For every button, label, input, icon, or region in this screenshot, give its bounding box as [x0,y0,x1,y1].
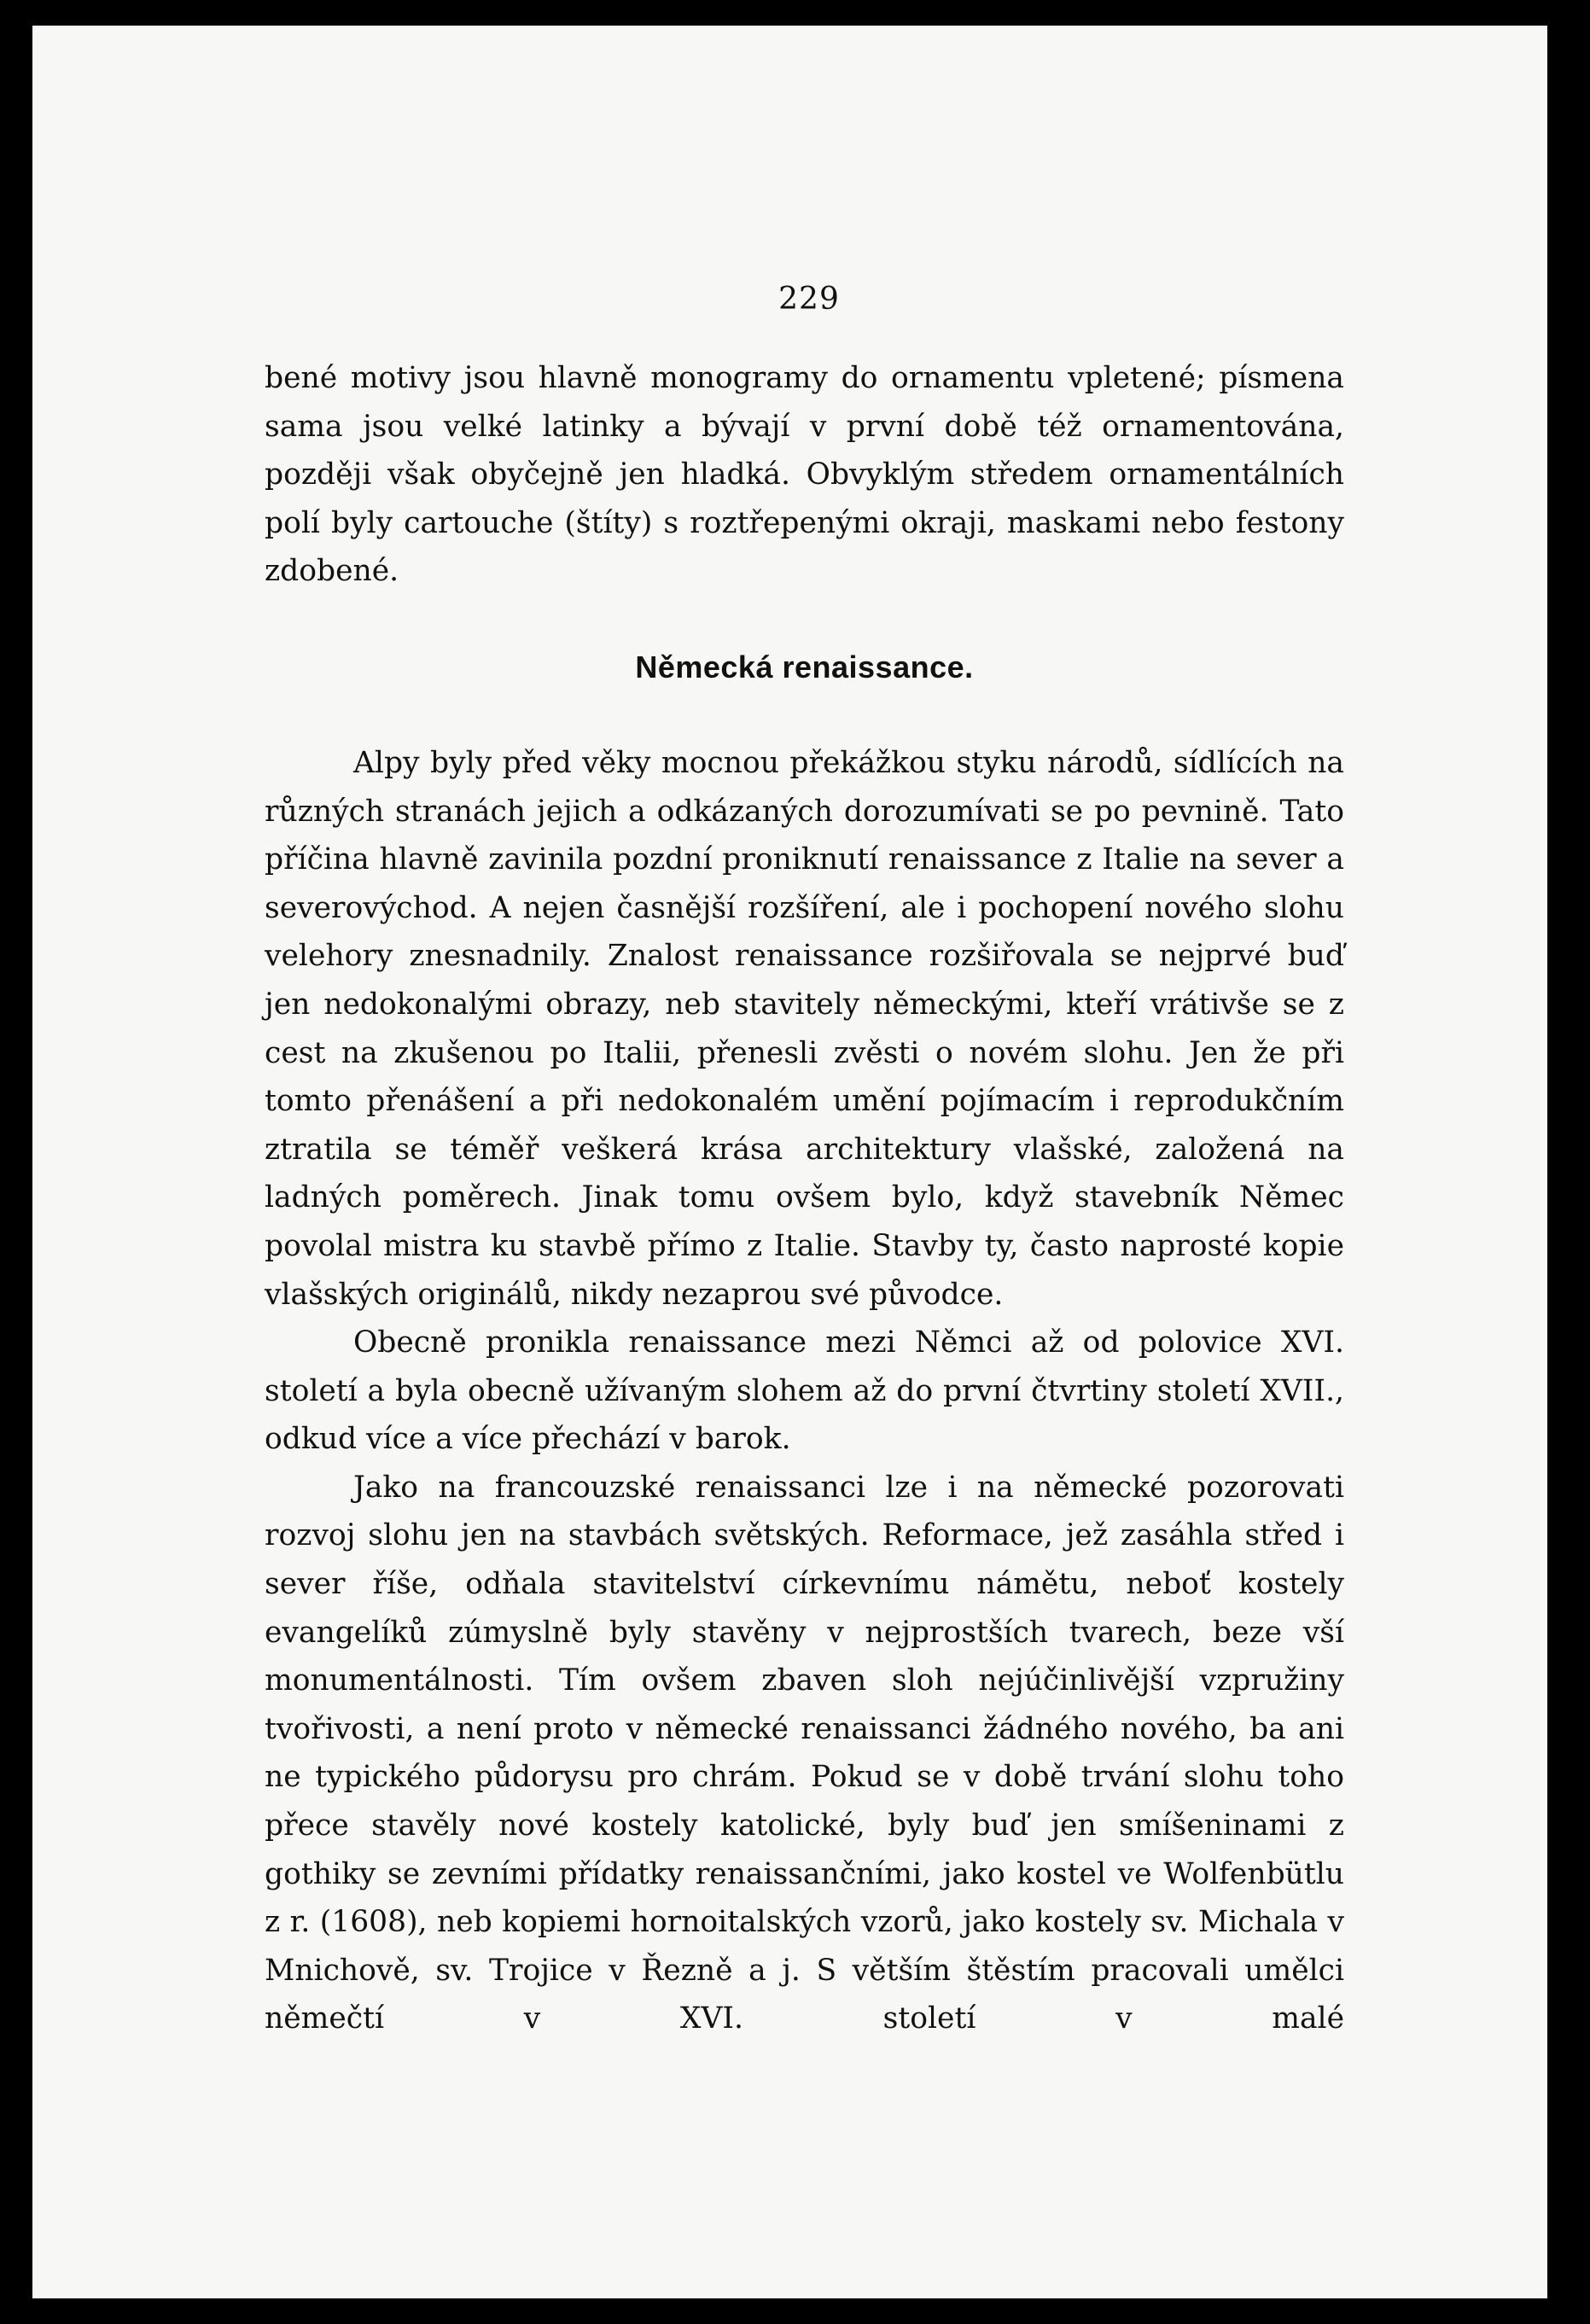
paragraph-reformation: Jako na francouzské renaissanci lze i na německé pozorovati rozvoj slohu jen na stavbách světských. Reformace, jež zasáhla střed i sever říše, odňala stavitelství církevnímu námětu, neboť kostely evangelíků zúmyslně byly stavěny v nejprostších tvarech, beze vší monumentálnosti. Tím ovšem zbaven sloh nejúčinlivější vzpružiny tvořivosti, a není proto v německé renaissanci žádného nového, ba ani ne typického půdorysu pro chrám. Pokud se v době trvání slohu toho přece stavěly nové kostely katolické, byly buď jen smíšeninami z gothiky se zevními přídatky renaissančními, jako kostel ve Wolfenbütlu z r. (1608), neb kopiemi hornoitalských vzorů, jako kostely sv. Michala v Mnichově, sv. Trojice v Řezně a j. S větším štěstím pracovali umělci němečtí v XVI. století v malé [265,1470,1344,2036]
body-text [265,354,1344,2043]
page-number: 229 [778,282,840,317]
paragraph-alps: Alpy byly před věky mocnou překážkou styku národů, sídlících na různých stranách jejich a odkázaných dorozumívati se po pevnině. Tato příčina hlavně zavinila pozdní proniknutí renaissance z Italie na sever a severovýchod. A nejen časnější rozšíření, ale i pochopení nového slohu velehory znesnadnily. Znalost renaissance rozšiřovala se nejprvé buď jen nedokonalými obrazy, neb stavitely německými, kteří vrátivše se z cest na zkušenou po Italii, přenesli zvěsti o novém slohu. Jen že při tomto přenášení a při nedokonalém umění pojímacím i reprodukčním ztratila se téměř veškerá krása architektury vlašské, založená na ladných poměrech. Jinak tomu ovšem bylo, když stavebník Němec povolal mistra ku stavbě přímo z Italie. Stavby ty, často naprosté kopie vlašských originálů, nikdy nezaprou své původce. [265,745,1344,1312]
book-page [32,26,1547,2298]
intro-paragraph: bené motivy jsou hlavně monogramy do ornamentu vpletené; písmena sama jsou velké latinky a bývají v první době též ornamentována, později však obyčejně jen hladká. Obvyklým středem ornamentálních polí byly cartouche (štíty) s roztřepenými okraji, maskami nebo festony zdobené. [265,361,1344,589]
section-heading: Německá renaissance. [635,649,974,684]
paragraph-spread: Obecně pronikla renaissance mezi Němci až od polovice XVI. století a byla obecně užívaným slohem až do první čtvrtiny století XVII., odkud více a více přechází v barok. [265,1325,1344,1457]
